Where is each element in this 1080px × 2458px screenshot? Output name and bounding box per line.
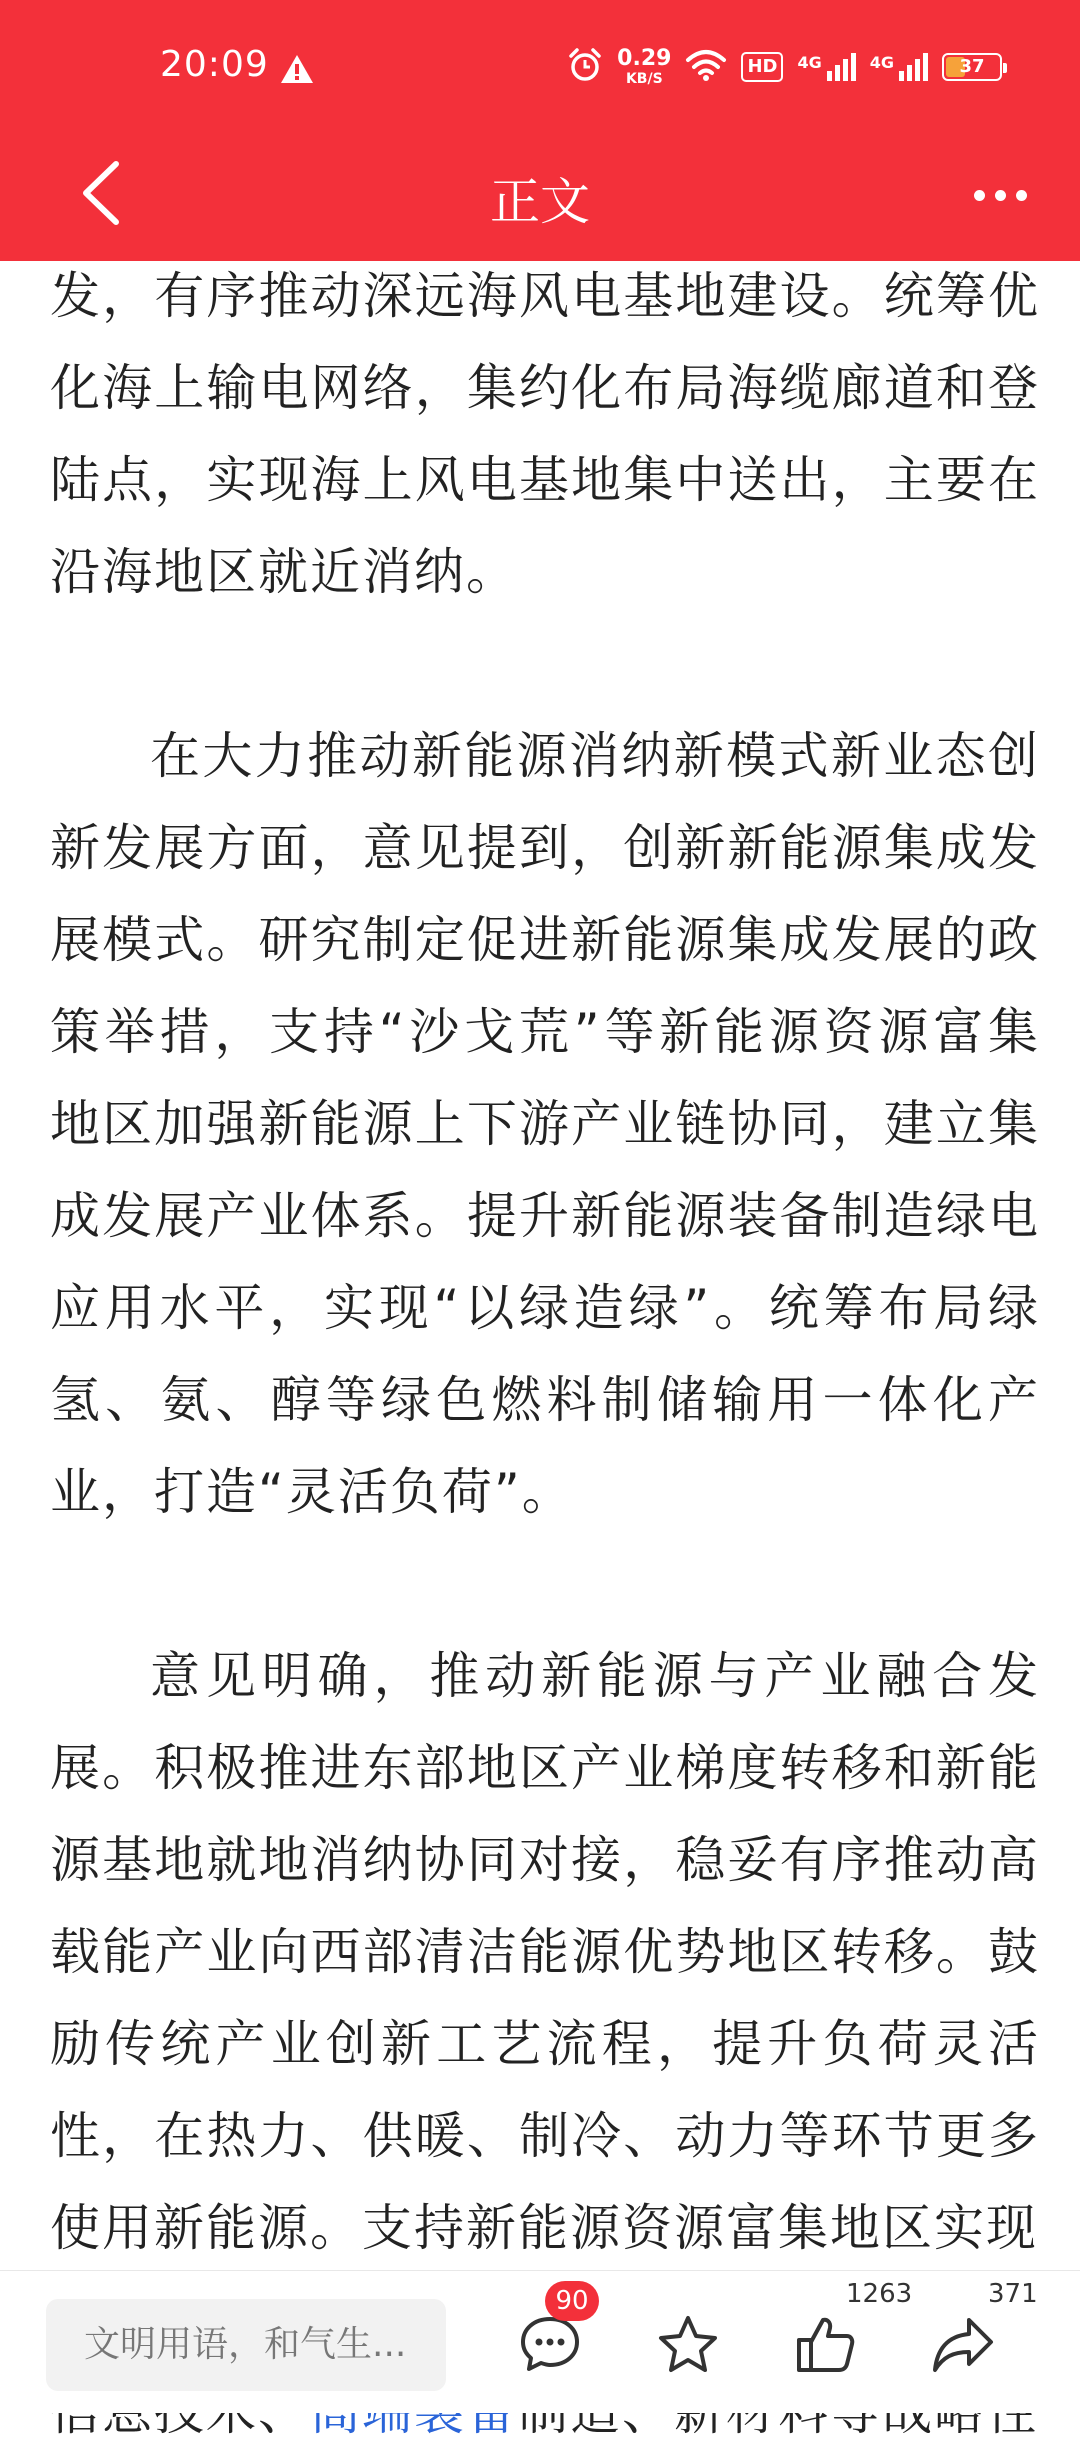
bottom-action-bar [0,2270,1080,2413]
like-count: 1263 [846,2279,913,2309]
network-speed [617,48,671,86]
status-time: 20:09 [160,44,269,85]
thumbs-up-icon [793,2314,857,2378]
navigation-bar [0,140,1080,261]
signal-strength-icon-2: 4G [870,53,928,81]
share-icon [931,2314,995,2378]
comment-input[interactable]: 文明用语，和气生... [46,2299,446,2391]
status-icons [567,42,1002,92]
network-speed-value: 0.29 [617,46,672,71]
more-horizontal-icon [974,190,985,201]
hd-voice-badge: HD [741,52,783,82]
favorite-button[interactable] [643,2301,733,2391]
signal-strength-icon: 4G [797,53,855,81]
article-paragraph-3: 意见明确，推动新能源与产业融合发展。积极推进东部地区产业梯度转移和新能源基地就地消纳协同对接，稳妥有序推动高载能产业向西部清洁能源优势地区转移。鼓励传统产业创新工艺流程，提升负荷灵活性，在热力、供暖、制冷、动力等环节更多使用新能源。支持新能源资源富集地区实现 [50,1647,1040,2257]
wifi-icon [685,48,727,86]
article-body [50,250,1040,2270]
like-button[interactable] [780,2279,913,2391]
comments-button[interactable] [505,2286,595,2391]
network-speed-unit: KB/S [625,71,663,87]
more-options-button[interactable] [960,160,1040,230]
alarm-icon [567,47,603,87]
comment-icon [519,2315,581,2377]
article-paragraph-1: 发，有序推动深远海风电基地建设。统筹优化海上输电网络，集约化布局海缆廊道和登陆点，实现海上风电基地集中送出，主要在沿海地区就近消纳。 [50,267,1040,601]
battery-level: 37 [959,56,985,77]
page-title: 正文 [490,173,590,231]
article-paragraph-2: 在大力推动新能源消纳新模式新业态创新发展方面，意见提到，创新新能源集成发展模式。研究制定促进新能源集成发展的政策举措，支持“沙戈荒”等新能源资源富集地区加强新能源上下游产业链协同，建立集成发展产业体系。提升新能源装备制造绿电应用水平，实现“以绿造绿”。统筹布局绿氢、氨、醇等绿色燃料制储输用一体化产业，打造“灵活负荷”。 [50,727,1040,1521]
share-count: 371 [988,2279,1038,2309]
share-button[interactable] [918,2279,1038,2391]
app-header [0,0,1080,261]
star-icon [656,2314,720,2378]
battery-icon [942,53,1002,81]
warning-icon [280,54,314,84]
comment-count-badge: 90 [545,2281,599,2321]
status-bar [0,0,1080,140]
